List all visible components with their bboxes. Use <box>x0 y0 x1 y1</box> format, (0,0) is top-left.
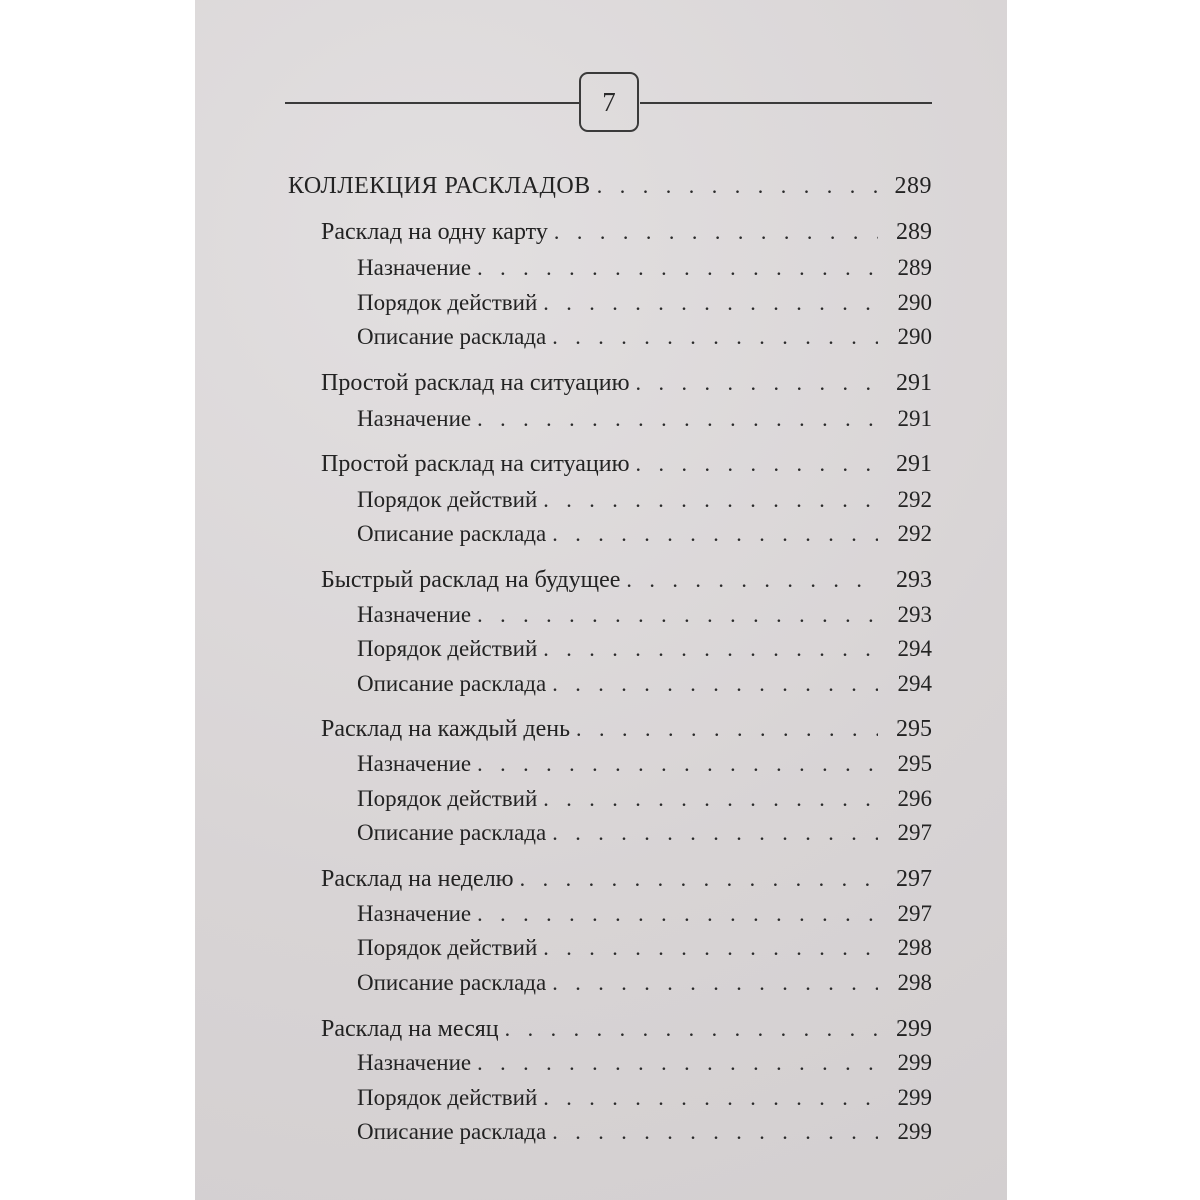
toc-entry-title: Порядок действий <box>357 1085 538 1110</box>
toc-entry-page: 293 <box>896 567 932 593</box>
dot-leader <box>552 1115 878 1149</box>
toc-entry[interactable] <box>321 447 932 481</box>
toc-entry-page: 289 <box>897 255 932 280</box>
toc-entry[interactable] <box>288 169 932 203</box>
toc-entry[interactable] <box>357 897 932 931</box>
toc-entry[interactable] <box>357 598 932 632</box>
toc-entry[interactable] <box>357 402 932 436</box>
toc-entry[interactable] <box>357 1081 932 1115</box>
toc-entry-title: Простой расклад на ситуацию <box>321 370 630 396</box>
toc-entry[interactable] <box>357 816 932 850</box>
toc-entry-page: 294 <box>897 671 932 696</box>
toc-entry-title: КОЛЛЕКЦИЯ РАСКЛАДОВ <box>288 173 591 199</box>
toc-entry-page: 298 <box>897 935 932 960</box>
dot-leader <box>505 1012 878 1046</box>
toc-entry-title: Описание расклада <box>357 324 547 349</box>
toc-entry[interactable] <box>357 667 932 701</box>
dot-leader <box>543 632 878 666</box>
toc-entry-title: Назначение <box>357 751 472 776</box>
dot-leader <box>576 712 878 746</box>
toc-entry[interactable] <box>321 366 932 400</box>
toc-entry-page: 289 <box>896 219 932 245</box>
toc-entry-page: 295 <box>896 716 932 742</box>
toc-entry-title: Описание расклада <box>357 1119 547 1144</box>
toc-entry-page: 297 <box>896 866 932 892</box>
toc-entry[interactable] <box>357 251 932 285</box>
dot-leader <box>552 667 878 701</box>
toc-entry[interactable] <box>357 747 932 781</box>
toc-entry-title: Порядок действий <box>357 290 538 315</box>
dot-leader <box>477 251 878 285</box>
toc-entry[interactable] <box>321 215 932 249</box>
toc-entry-page: 290 <box>897 290 932 315</box>
toc-entry[interactable] <box>357 517 932 551</box>
toc-entry-page: 299 <box>897 1085 932 1110</box>
toc-entry-title: Описание расклада <box>357 820 547 845</box>
dot-leader <box>552 320 878 354</box>
toc-entry-title: Порядок действий <box>357 636 538 661</box>
dot-leader <box>477 897 878 931</box>
toc-entry-title: Назначение <box>357 406 472 431</box>
toc-entry-page: 289 <box>894 173 932 199</box>
toc-entry-title: Описание расклада <box>357 970 547 995</box>
toc-entry-page: 298 <box>897 970 932 995</box>
dot-leader <box>477 598 878 632</box>
dot-leader <box>520 862 878 896</box>
toc-entry-page: 291 <box>896 370 932 396</box>
dot-leader <box>543 286 878 320</box>
toc-entry[interactable] <box>357 1046 932 1080</box>
toc-entry-title: Расклад на каждый день <box>321 716 571 742</box>
dot-leader <box>477 747 878 781</box>
dot-leader <box>543 782 878 816</box>
toc-entry-title: Расклад на одну карту <box>321 219 548 245</box>
toc-entry[interactable] <box>321 712 932 746</box>
toc-entry-title: Описание расклада <box>357 521 547 546</box>
dot-leader <box>554 215 878 249</box>
dot-leader <box>543 483 878 517</box>
toc-entry-title: Расклад на неделю <box>321 866 514 892</box>
dot-leader <box>552 966 878 1000</box>
toc-entry[interactable] <box>321 862 932 896</box>
toc-entry-title: Описание расклада <box>357 671 547 696</box>
dot-leader <box>552 517 878 551</box>
toc-entry[interactable] <box>357 931 932 965</box>
dot-leader <box>597 169 878 203</box>
toc-entry-page: 297 <box>897 820 932 845</box>
toc-entry[interactable] <box>357 320 932 354</box>
toc-entry-page: 294 <box>897 636 932 661</box>
dot-leader <box>477 402 878 436</box>
toc-entry-page: 292 <box>897 521 932 546</box>
toc-entry[interactable] <box>357 483 932 517</box>
dot-leader <box>636 447 878 481</box>
toc-entry[interactable] <box>321 1012 932 1046</box>
toc-entry-page: 293 <box>897 602 932 627</box>
toc-entry-title: Быстрый расклад на будущее <box>321 567 621 593</box>
toc-entry[interactable] <box>321 563 932 597</box>
dot-leader <box>477 1046 878 1080</box>
toc-entry[interactable] <box>357 1115 932 1149</box>
toc-entry[interactable] <box>357 286 932 320</box>
toc-entry-page: 297 <box>897 901 932 926</box>
dot-leader <box>626 563 878 597</box>
toc-entry[interactable] <box>357 782 932 816</box>
toc-entry-page: 299 <box>897 1119 932 1144</box>
toc-entry-page: 299 <box>896 1016 932 1042</box>
toc-entry-page: 291 <box>896 451 932 477</box>
toc-entry[interactable] <box>357 632 932 666</box>
dot-leader <box>543 931 878 965</box>
toc-entry-page: 292 <box>897 487 932 512</box>
toc-entry-title: Расклад на месяц <box>321 1016 499 1042</box>
dot-leader <box>552 816 878 850</box>
toc-entry-title: Назначение <box>357 1050 472 1075</box>
dot-leader <box>636 366 878 400</box>
toc-entry-title: Назначение <box>357 255 472 280</box>
toc-entry-title: Порядок действий <box>357 786 538 811</box>
dot-leader <box>543 1081 878 1115</box>
toc-entry-title: Порядок действий <box>357 935 538 960</box>
toc-entry-page: 291 <box>897 406 932 431</box>
toc-entry-page: 295 <box>897 751 932 776</box>
toc-entry-page: 290 <box>897 324 932 349</box>
toc-entry-title: Назначение <box>357 602 472 627</box>
toc-entry-title: Порядок действий <box>357 487 538 512</box>
toc-entry[interactable] <box>357 966 932 1000</box>
toc-entry-title: Назначение <box>357 901 472 926</box>
toc-entry-title: Простой расклад на ситуацию <box>321 451 630 477</box>
toc-entry-page: 299 <box>897 1050 932 1075</box>
toc-entry-page: 296 <box>897 786 932 811</box>
page-number: 7 <box>579 72 639 132</box>
